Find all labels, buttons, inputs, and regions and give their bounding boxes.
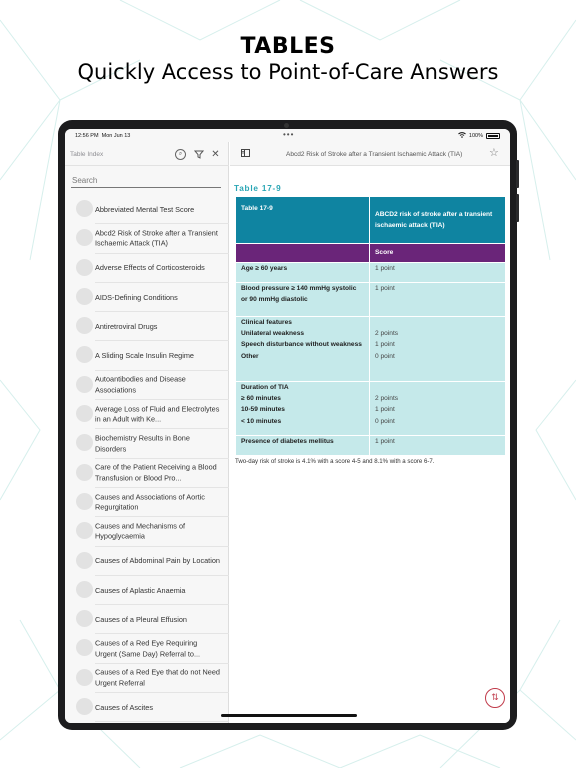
multitask-dots[interactable]: •••: [283, 130, 295, 139]
score-line: 2 points: [375, 395, 399, 403]
wifi-icon: [458, 132, 466, 140]
item-thumbnail: [76, 464, 93, 481]
search-input[interactable]: [71, 174, 221, 188]
item-thumbnail: [76, 376, 93, 393]
item-thumbnail: [76, 288, 93, 305]
table-cell-score: 1 point: [370, 263, 506, 283]
list-item-label: Average Loss of Fluid and Electrolytes in an Adult with Ke...: [95, 404, 220, 424]
score-line: 0 point: [375, 352, 395, 360]
status-time: [75, 133, 130, 139]
list-item[interactable]: [65, 429, 229, 458]
status-time-value: 12:56 PM: [75, 133, 99, 139]
table-cell-feature: Blood pressure ≥ 140 mmHg systolic or 90 mmHg diastolic: [236, 283, 370, 317]
feature-title: Duration of TIA: [241, 384, 289, 391]
main-content: [230, 142, 510, 723]
list-item[interactable]: [65, 341, 229, 370]
item-thumbnail: [76, 259, 93, 276]
list-item[interactable]: [65, 605, 229, 634]
table-row: [236, 436, 506, 456]
table-subheader-row: [236, 244, 506, 263]
score-line: 1 point: [375, 341, 395, 349]
feature-line: 10-59 minutes: [241, 406, 285, 414]
list-item-label: AIDS-Defining Conditions: [95, 292, 178, 302]
list-item-label: Causes of a Red Eye Requiring Urgent (Same Day) Referral to...: [95, 638, 201, 659]
list-item[interactable]: [65, 224, 229, 253]
filter-icon[interactable]: [193, 149, 204, 160]
sidebar-header: [65, 142, 229, 166]
sort-icon[interactable]: ⇅: [485, 688, 505, 708]
volume-button: [516, 194, 519, 222]
table-index-list: [65, 195, 229, 722]
feature-line: < 10 minutes: [241, 417, 282, 425]
battery-icon: [486, 133, 500, 139]
item-thumbnail: [76, 229, 93, 246]
feature-line: ≥ 60 minutes: [241, 395, 281, 403]
volume-button: [516, 160, 519, 188]
table-cell-feature: [236, 317, 370, 382]
table-cell-score: [370, 382, 506, 436]
item-thumbnail: [76, 346, 93, 363]
table-caption: Table 17-9: [234, 184, 282, 193]
list-item-label: Causes of Ascites: [95, 702, 153, 712]
list-item[interactable]: [65, 576, 229, 605]
feature-title: Clinical features: [241, 319, 292, 326]
camera: [284, 123, 289, 128]
item-thumbnail: [76, 698, 93, 715]
list-item-label: Causes and Associations of Aortic Regurgitation: [95, 492, 205, 512]
search-icon[interactable]: ⌕: [175, 149, 186, 160]
list-item-label: Causes of Aplastic Anaemia: [95, 585, 186, 595]
list-item[interactable]: [65, 312, 229, 341]
feature-line: Other: [241, 352, 259, 360]
table-cell-feature: Presence of diabetes mellitus: [236, 436, 370, 456]
table-footnote: Two-day risk of stroke is 4.1% with a score 4-5 and 8.1% with a score 6-7.: [235, 458, 435, 465]
list-item-label: Autoantibodies and Disease Associations: [95, 374, 186, 395]
table-cell-feature: Age ≥ 60 years: [236, 263, 370, 283]
table-cell-score: [370, 317, 506, 382]
list-item[interactable]: [65, 195, 229, 224]
table-cell-score: 1 point: [370, 436, 506, 456]
list-item[interactable]: [65, 547, 229, 576]
feature-line: Speech disturbance without weakness: [241, 341, 362, 349]
table-row: [236, 317, 506, 382]
main-header: [230, 142, 510, 166]
list-item[interactable]: [65, 693, 229, 722]
status-date: Mon Jun 13: [101, 133, 131, 139]
list-item[interactable]: [65, 664, 229, 693]
score-line: 1 point: [375, 406, 395, 414]
table-row: [236, 382, 506, 436]
divider: [95, 721, 229, 722]
list-item[interactable]: [65, 634, 229, 663]
item-thumbnail: [76, 434, 93, 451]
table-cell-feature: [236, 382, 370, 436]
table-subheader-right: Score: [370, 244, 506, 263]
item-thumbnail: [76, 610, 93, 627]
list-item-label: Causes of a Pleural Effusion: [95, 614, 187, 624]
screen: [65, 129, 510, 723]
item-thumbnail: [76, 581, 93, 598]
score-line: 0 point: [375, 417, 395, 425]
item-thumbnail: [76, 669, 93, 686]
tablet-device: [58, 120, 517, 730]
battery-percent: 100%: [468, 133, 483, 139]
list-item[interactable]: [65, 254, 229, 283]
item-thumbnail: [76, 639, 93, 656]
list-item-label: Causes of Abdominal Pain by Location: [95, 555, 220, 565]
item-thumbnail: [76, 405, 93, 422]
list-item[interactable]: [65, 400, 229, 429]
list-item-label: Adverse Effects of Corticosteroids: [95, 262, 205, 272]
list-item-label: Care of the Patient Receiving a Blood Transfusion or Blood Pro...: [95, 462, 217, 483]
home-indicator[interactable]: [221, 714, 357, 717]
list-item-label: Antiretroviral Drugs: [95, 321, 158, 331]
list-item-label: Causes of a Red Eye that do not Need Urgent Referral: [95, 667, 220, 688]
table-cell-score: 1 point: [370, 283, 506, 317]
list-item-label: Abbreviated Mental Test Score: [95, 204, 195, 214]
item-thumbnail: [76, 317, 93, 334]
item-thumbnail: [76, 552, 93, 569]
item-thumbnail: [76, 200, 93, 217]
item-thumbnail: [76, 522, 93, 539]
score-line: 2 points: [375, 330, 399, 338]
sidebar: [65, 142, 229, 723]
list-item-label: Abcd2 Risk of Stroke after a Transient Ischaemic Attack (TIA): [95, 228, 218, 248]
star-icon[interactable]: ☆: [489, 147, 499, 159]
list-item-label: Causes and Mechanisms of Hypoglycaemia: [95, 521, 186, 541]
page-title: Abcd2 Risk of Stroke after a Transient Ischaemic Attack (TIA): [286, 151, 463, 158]
promo-headline: TABLES: [240, 34, 336, 59]
list-item[interactable]: [65, 459, 229, 488]
list-item[interactable]: [65, 371, 229, 400]
list-item-label: A Sliding Scale Insulin Regime: [95, 350, 194, 360]
promo-subhead: Quickly Access to Point-of-Care Answers: [77, 60, 499, 84]
close-icon[interactable]: ✕: [211, 149, 220, 160]
status-bar: [65, 129, 510, 142]
item-thumbnail: [76, 493, 93, 510]
table-header-left: Table 17-9: [236, 197, 370, 244]
table-header-row: [236, 197, 506, 244]
list-item[interactable]: [65, 283, 229, 312]
feature-line: Unilateral weakness: [241, 330, 305, 338]
table-header-right: ABCD2 risk of stroke after a transient ischaemic attack (TIA): [370, 197, 506, 244]
table-subheader-left: [236, 244, 370, 263]
table-row: [236, 283, 506, 317]
sidebar-toggle-icon[interactable]: [241, 149, 250, 159]
sidebar-title: Table Index: [70, 151, 104, 158]
abcd2-table: [235, 196, 506, 456]
list-item[interactable]: [65, 517, 229, 546]
list-item[interactable]: [65, 488, 229, 517]
list-item-label: Biochemistry Results in Bone Disorders: [95, 433, 190, 454]
table-row: [236, 263, 506, 283]
status-right: [458, 132, 500, 140]
